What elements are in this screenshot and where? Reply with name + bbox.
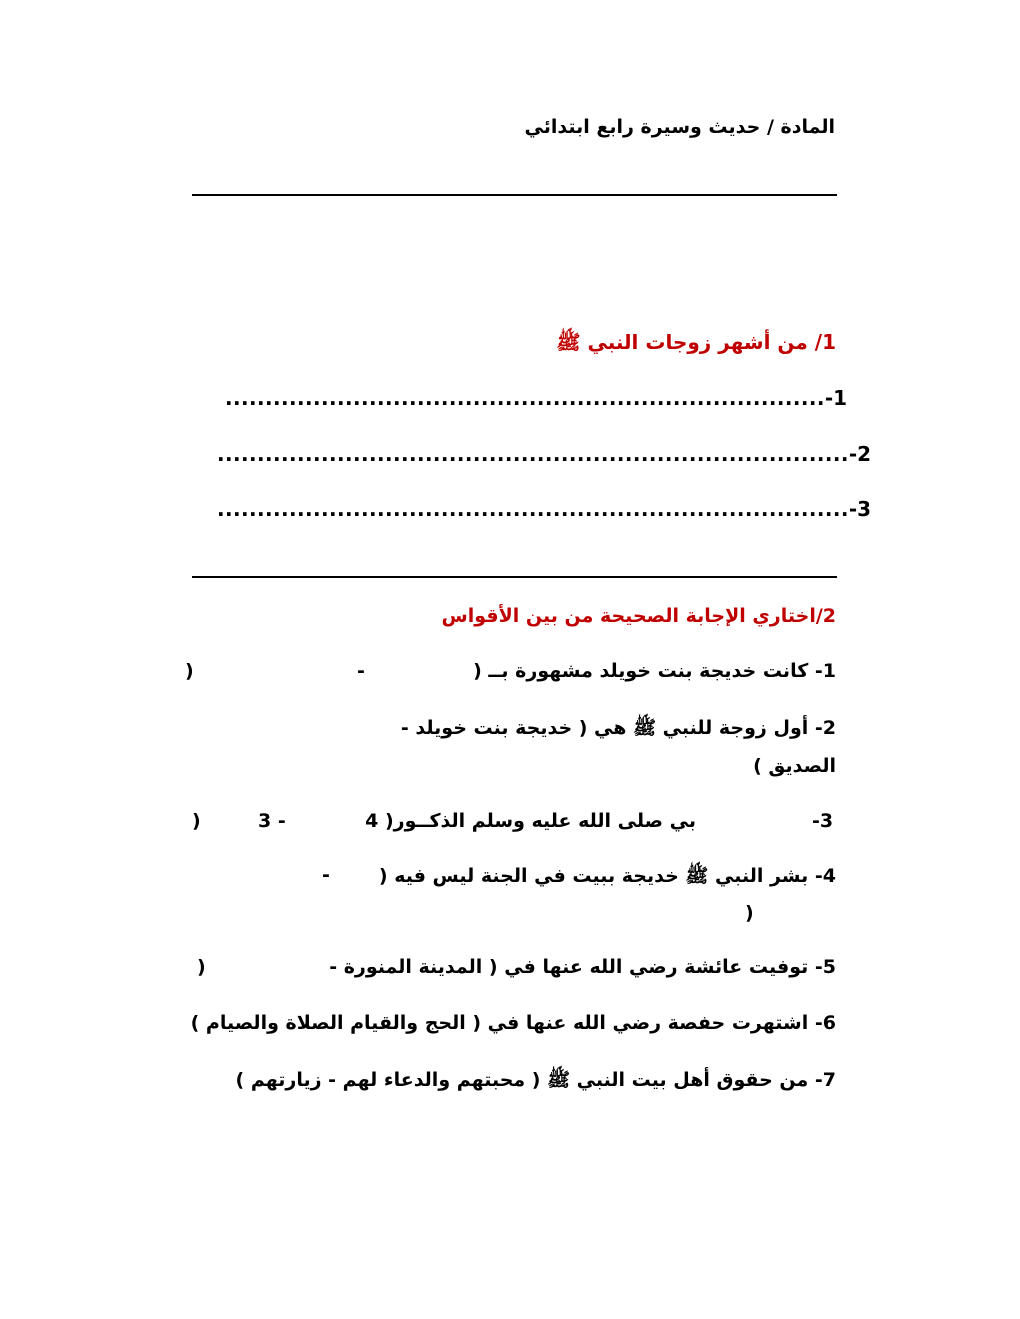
question2-item-4: 4- بشر النبي ﷺ خديجة ببيت في الجنة ليس فيه ( bbox=[378, 865, 836, 887]
answer-number: -1 bbox=[824, 386, 848, 410]
question2-item-2-cont: الصديق ) bbox=[753, 755, 836, 777]
divider-top bbox=[192, 194, 837, 196]
item-4-dash: - bbox=[322, 864, 330, 886]
item-1-close: ) bbox=[185, 660, 194, 682]
item-3-dash: - 3 bbox=[258, 810, 286, 832]
answer-dots: ............................................................................... bbox=[217, 442, 849, 466]
item-5-close: ) bbox=[197, 956, 206, 978]
item-3-close: ) bbox=[192, 810, 201, 832]
answer-dots: ........................................................................... bbox=[225, 386, 825, 410]
question2-item-1: 1- كانت خديجة بنت خويلد مشهورة بــ ( bbox=[473, 660, 836, 682]
question2-item-3: بي صلى الله عليه وسلم الذكــور( 4 bbox=[365, 810, 696, 832]
answer-line-1[interactable] bbox=[225, 386, 847, 410]
question2-item-7: 7- من حقوق أهل بيت النبي ﷺ ( محبتهم والدعاء لهم - زيارتهم ) bbox=[235, 1069, 836, 1091]
question2-item-2: 2- أول زوجة للنبي ﷺ هي ( خديجة بنت خويلد - bbox=[400, 717, 836, 739]
item-3-number: -3 bbox=[812, 810, 834, 832]
answer-number: -2 bbox=[848, 442, 872, 466]
question1-title: 1/ من أشهر زوجات النبي ﷺ bbox=[556, 330, 836, 354]
answer-dots: ............................................................................... bbox=[217, 497, 849, 521]
subject-title: المادة / حديث وسيرة رابع ابتدائي bbox=[524, 116, 835, 138]
divider-middle bbox=[192, 576, 837, 578]
question2-item-5: 5- توفيت عائشة رضي الله عنها في ( المدينة المنورة - bbox=[329, 956, 836, 978]
question2-title: 2/اختاري الإجابة الصحيحة من بين الأقواس bbox=[441, 605, 836, 627]
answer-number: -3 bbox=[848, 497, 872, 521]
question2-item-6: 6- اشتهرت حفصة رضي الله عنها في ( الحج والقيام الصلاة والصيام ) bbox=[190, 1012, 836, 1034]
answer-line-2[interactable] bbox=[217, 442, 871, 466]
answer-line-3[interactable] bbox=[217, 497, 871, 521]
item-4-cont: ) bbox=[745, 902, 754, 924]
item-1-dash: - bbox=[357, 660, 365, 682]
